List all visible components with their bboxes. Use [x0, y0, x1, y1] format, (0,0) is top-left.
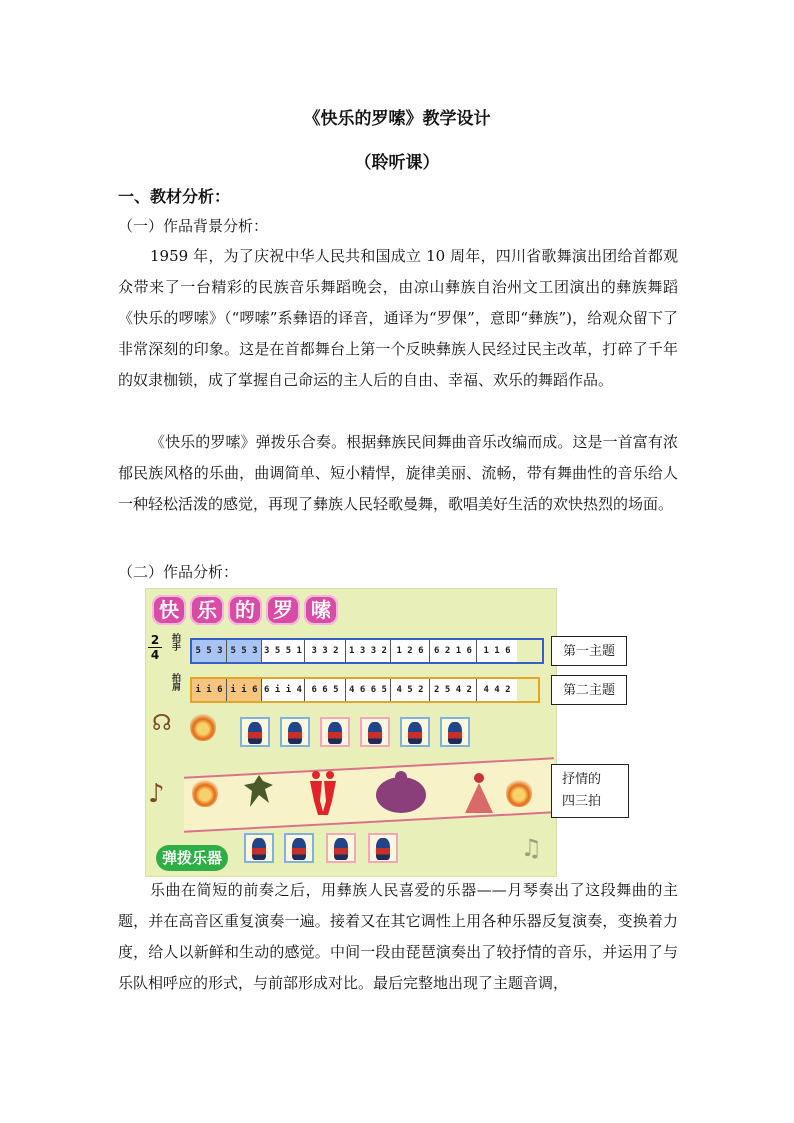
notation-measure: i i 6: [192, 679, 227, 701]
dancer-tile-icon: [320, 717, 350, 747]
notation-measure: 3 5 5 1: [262, 640, 305, 662]
notation-measure: 1 2 6: [391, 640, 430, 662]
time-signature-bottom: 4: [150, 648, 160, 662]
dancer-pair-icon: [306, 769, 340, 817]
callout-lyrical: [551, 764, 629, 818]
dancer-tile-icon: [244, 833, 274, 863]
paragraph-analysis: 乐曲在简短的前奏之后，用彝族人民喜爱的乐器——月琴奏出了这段舞曲的主题，并在高音区重复演奏一遍。接着又在其它调性上用各种乐器反复演奏，变换着力度，给人以新鲜和生动的感觉。中间一段由琵琶演奏出了较抒情的音乐，并运用了与乐队相呼应的形式，与前部形成对比。最后完整地出现了主题音调，: [118, 881, 678, 992]
notation-measure: 3 3 2: [305, 640, 346, 662]
plucked-instruments-label: 弹拨乐器: [156, 845, 228, 871]
notation-measure: 2 5 4 2: [430, 679, 477, 701]
dancer-skirt-icon: [462, 771, 496, 819]
notation-measure: 6 i i 4: [262, 679, 305, 701]
notation-measure: 4 4 2: [477, 679, 517, 701]
subheading-work-analysis: （二）作品分析：: [118, 563, 239, 581]
dancer-costume-icon: [374, 769, 428, 817]
flame-icon: [190, 711, 216, 741]
notation-measure: 5 5 3: [227, 640, 262, 662]
notation-measure: 1 3 3 2: [346, 640, 391, 662]
dancer-tile-icon: [284, 833, 314, 863]
dancer-tile-icon: [440, 717, 470, 747]
document-subtitle: （聆听课）: [354, 153, 440, 173]
notation-measure: 6 2 1 6: [430, 640, 477, 662]
callout-theme2: 第二主题: [551, 675, 627, 705]
subheading-background: （一）作品背景分析：: [118, 217, 269, 235]
notation-measure: i i 6: [227, 679, 262, 701]
clap-hands-label: 拍手: [172, 634, 182, 653]
figure-title-char: 快: [152, 595, 186, 625]
yueqin-icon: ☊: [152, 711, 172, 736]
figure-title: [152, 595, 338, 627]
figure-title-char: 的: [228, 595, 262, 625]
notation-measure: 6 6 5: [305, 679, 346, 701]
callout-lyrical-line2: 四三拍: [562, 794, 602, 809]
section-heading-analysis: 一、教材分析：: [118, 187, 231, 206]
dancer-tile-icon: [280, 717, 310, 747]
figure-title-char: 乐: [190, 595, 224, 625]
time-signature-top: 2: [150, 633, 160, 647]
music-figure: [145, 588, 557, 877]
time-signature: [148, 635, 162, 660]
dancer-tile-icon: [240, 717, 270, 747]
callout-lyrical-line1: 抒情的: [562, 772, 602, 787]
notation-measure: 1 1 6: [477, 640, 517, 662]
notation-row-theme1: [190, 638, 544, 664]
notation-measure: 5 5 3: [192, 640, 227, 662]
dancer-tile-icon: [400, 717, 430, 747]
dancer-tile-icon: [326, 833, 356, 863]
dancer-tile-icon: [360, 717, 390, 747]
figure-title-char: 嗦: [304, 595, 338, 625]
figure-title-char: 罗: [266, 595, 300, 625]
callout-theme1: 第一主题: [551, 636, 627, 666]
flame-icon: [192, 777, 218, 807]
pipa-icon: ♪: [148, 779, 165, 809]
notation-measure: 4 5 2: [391, 679, 430, 701]
pat-shoulders-label: 拍肩: [172, 674, 182, 693]
notation-measure: 4 6 6 5: [346, 679, 391, 701]
notation-row-theme2: [190, 677, 540, 703]
paragraph-ensemble: 《快乐的罗嗦》弹拨乐合奏。根据彝族民间舞曲音乐改编而成。这是一首富有浓郁民族风格的乐曲，曲调简单、短小精悍，旋律美丽、流畅，带有舞曲性的音乐给人一种轻松活泼的感觉，再现了彝族人民轻歌曼舞，歌唱美好生活的欢快热烈的场面。: [118, 433, 678, 513]
dancer-tile-icon: [368, 833, 398, 863]
lyrical-scroll: [184, 757, 554, 832]
paragraph-background: 1959 年，为了庆祝中华人民共和国成立 10 周年，四川省歌舞演出团给首都观众带来了一台精彩的民族音乐舞蹈晚会，由凉山彝族自治州文工团演出的彝族舞蹈《快乐的啰嗦》（“啰嗦”系彝语的译音，通译为“罗倮”，意即“彝族”)，给观众留下了非常深刻的印象。这是在首都舞台上第一个反映彝族人民经过民主改革，打碎了千年的奴隶枷锁，成了掌握自己命运的主人后的自由、幸福、欢乐的舞蹈作品。: [118, 247, 678, 389]
dancer-silhouette-icon: [242, 771, 276, 819]
flame-icon: [506, 777, 532, 807]
music-note-icon: ♫: [520, 834, 542, 862]
document-title: 《快乐的罗嗦》教学设计: [303, 109, 491, 129]
